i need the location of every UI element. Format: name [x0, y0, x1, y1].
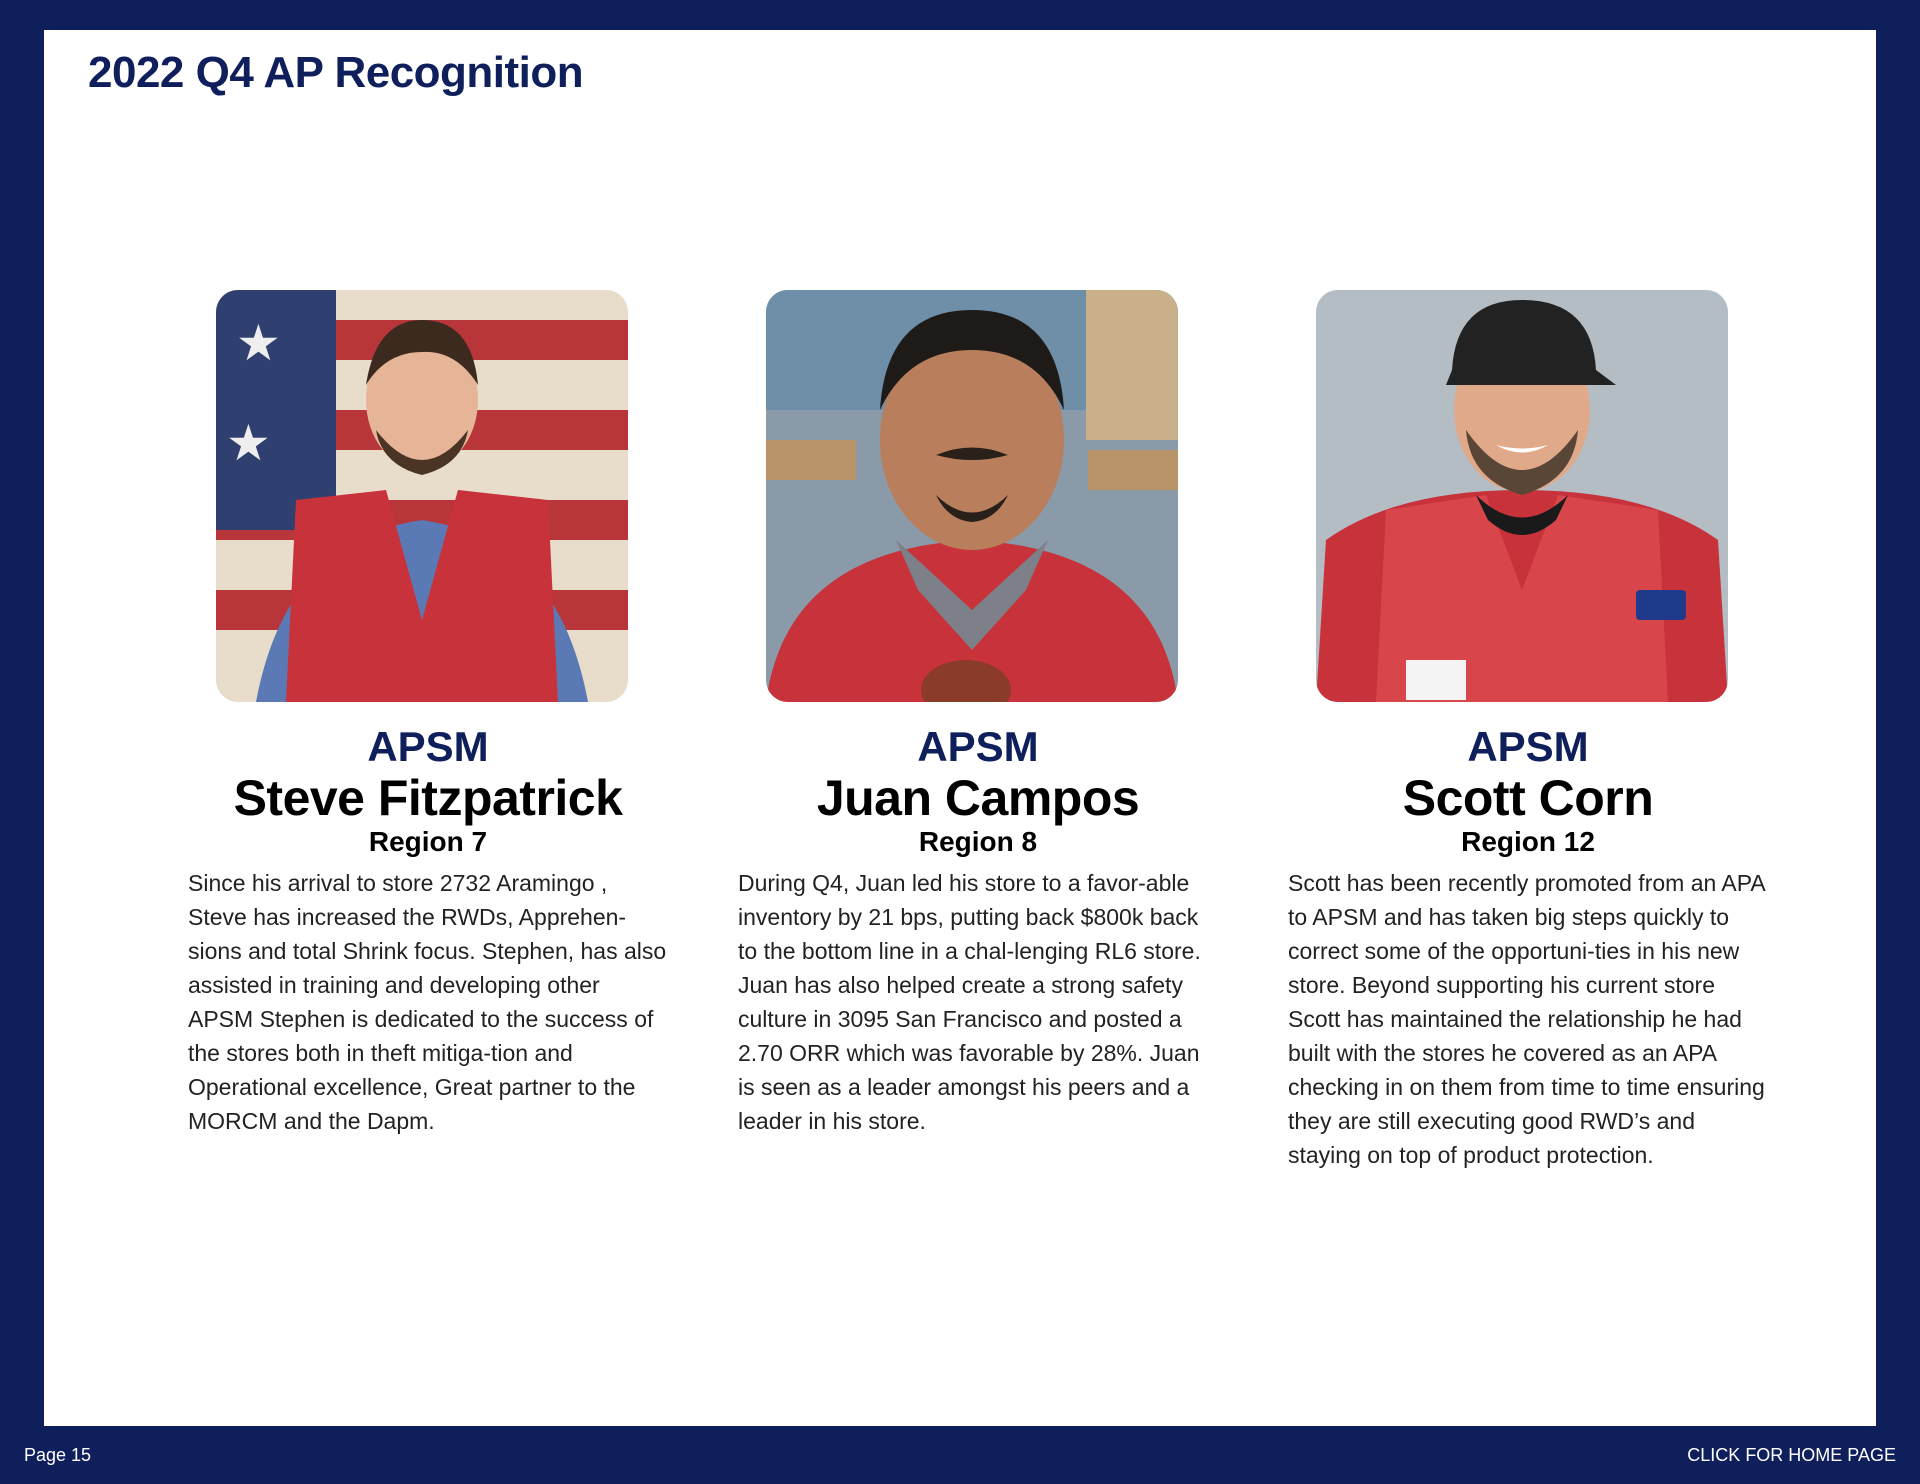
honoree-card [178, 290, 678, 1138]
honoree-name: Steve Fitzpatrick [233, 770, 623, 826]
person-photo-icon [1316, 290, 1728, 702]
honoree-region: Region 7 [368, 826, 488, 857]
honoree-region: Region 12 [1461, 826, 1595, 857]
svg-text:★: ★ [236, 314, 281, 372]
honoree-name: Scott Corn [1402, 770, 1654, 826]
honoree-name: Juan Campos [816, 770, 1140, 826]
page-content [44, 30, 1876, 1426]
honoree-card [728, 290, 1228, 1138]
honoree-bio: Since his arrival to store 2732 Aramingo , Steve has increased the RWDs, Apprehen-sions and total Shrink focus. Stephen, has also assisted in training and developing other APSM Stephen is dedicated to the success of the stores both in theft mitiga-tion and Operational excellence, Great partner to the MORCM and the Dapm. [188, 870, 667, 1134]
portrait-illustration [216, 290, 628, 702]
page-title: 2022 Q4 AP Recognition [88, 48, 584, 97]
honoree-role: APSM [1467, 723, 1589, 770]
honoree-role: APSM [917, 723, 1039, 770]
portrait-illustration [766, 290, 1178, 702]
person-photo-icon [216, 290, 628, 702]
honoree-role: APSM [367, 723, 489, 770]
home-page-link[interactable]: CLICK FOR HOME PAGE [1687, 1445, 1896, 1465]
honoree-bio: During Q4, Juan led his store to a favor-able inventory by 21 bps, putting back $800k back to the bottom line in a chal-lenging RL6 store. Juan has also helped create a strong safety culture in 3095 San Francisco and posted a 2.70 ORR which was favorable by 28%. Juan is seen as a leader amongst his peers and a leader in his store. [738, 870, 1201, 1134]
page-number: Page 15 [24, 1445, 92, 1465]
honoree-bio: Scott has been recently promoted from an APA to APSM and has taken big steps quickly to correct some of the opportuni-ties in his new store. Beyond supporting his current store Scott has maintained the relationship he had built with the stores he covered as an APA checking in on them from time to time ensuring they are still executing good RWD’s and staying on top of product protection. [1288, 870, 1765, 1168]
honoree-region: Region 8 [918, 826, 1038, 857]
honoree-card [1278, 290, 1778, 1172]
svg-text:★: ★ [226, 414, 271, 472]
portrait-illustration [1316, 290, 1728, 702]
person-photo-icon [766, 290, 1178, 702]
